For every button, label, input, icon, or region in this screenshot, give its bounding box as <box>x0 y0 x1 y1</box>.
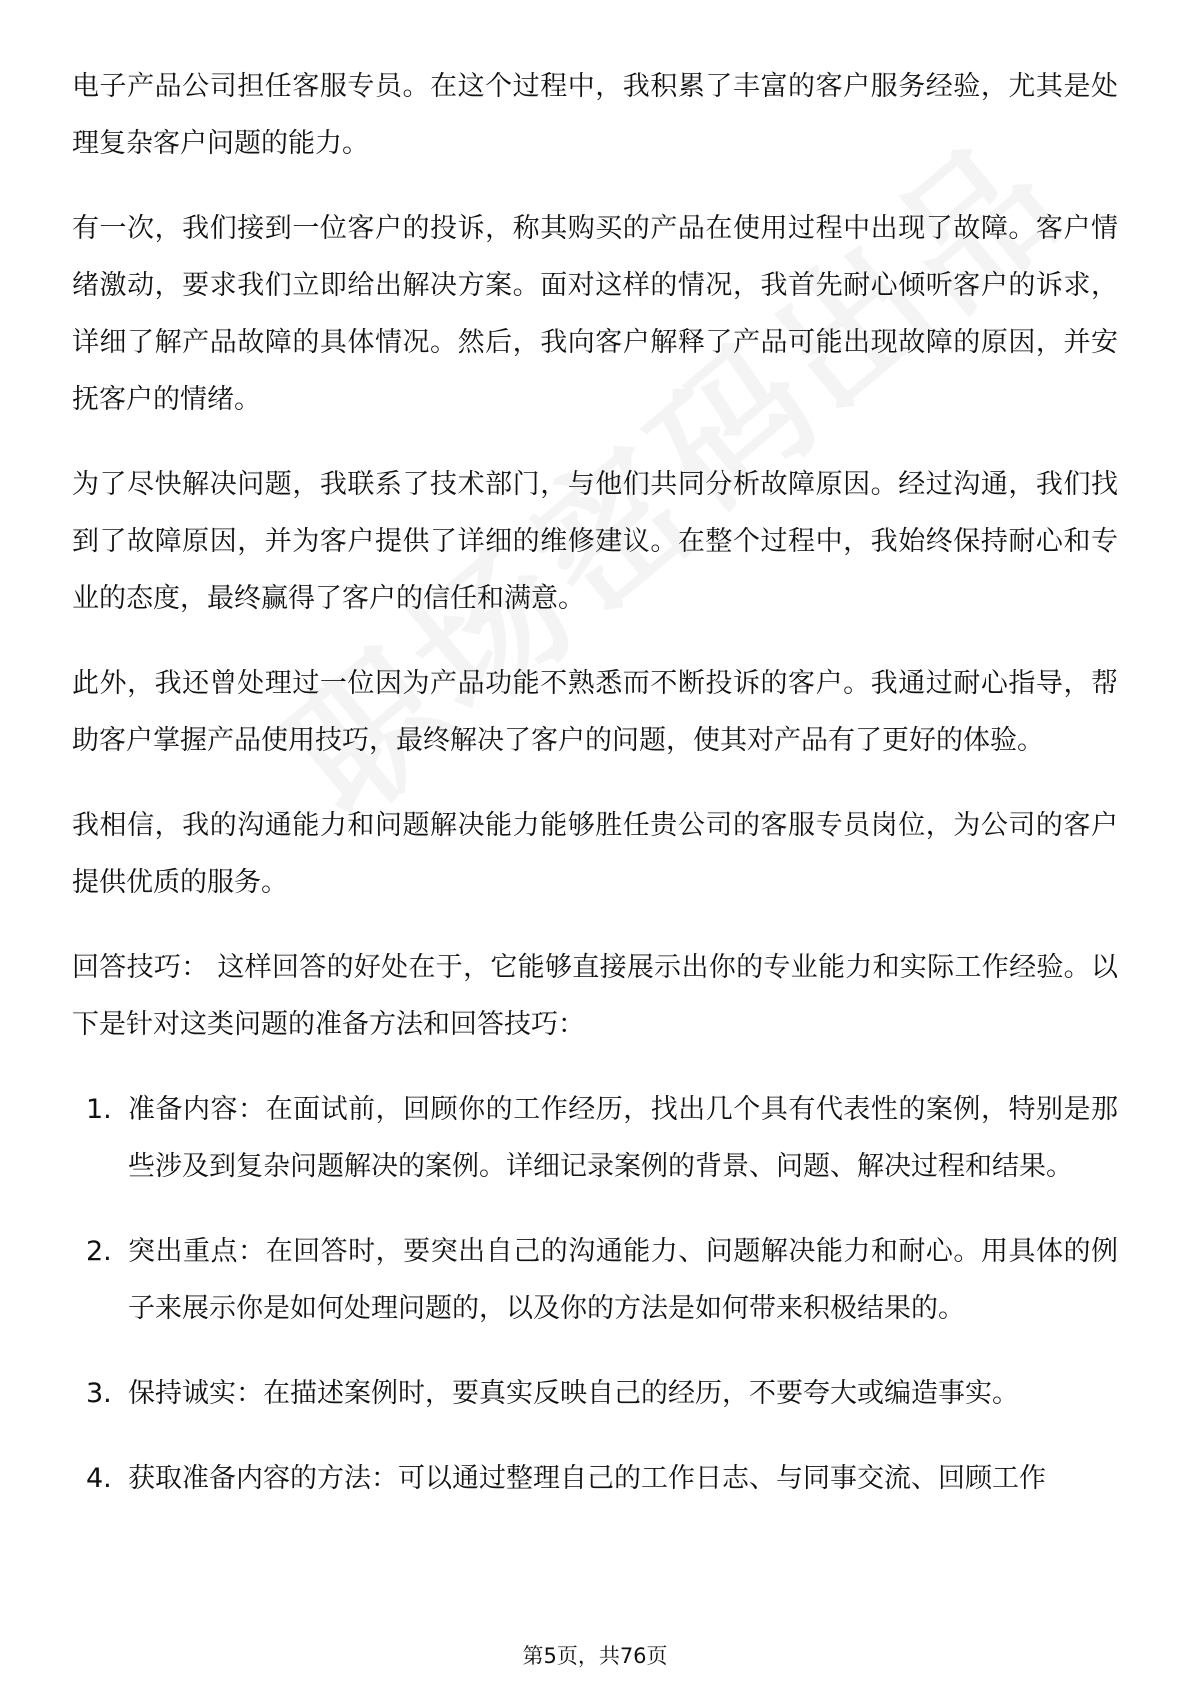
list-item <box>72 1450 1118 1507</box>
list-item <box>72 1223 1118 1337</box>
paragraph-5: 我相信，我的沟通能力和问题解决能力能够胜任贵公司的客服专员岗位，为公司的客户提供优质的服务。 <box>72 810 1118 898</box>
list-item-number: 3. <box>86 1378 112 1409</box>
page-content <box>72 58 1118 1535</box>
list-item-text: 获取准备内容的方法：可以通过整理自己的工作日志、与同事交流、回顾工作 <box>128 1463 1046 1494</box>
paragraph-3: 为了尽快解决问题，我联系了技术部门，与他们共同分析故障原因。经过沟通，我们找到了故障原因，并为客户提供了详细的维修建议。在整个过程中，我始终保持耐心和专业的态度，最终赢得了客户的信任和满意。 <box>72 469 1118 614</box>
paragraph-2: 有一次，我们接到一位客户的投诉，称其购买的产品在使用过程中出现了故障。客户情绪激动，要求我们立即给出解决方案。面对这样的情况，我首先耐心倾听客户的诉求，详细了解产品故障的具体情况。然后，我向客户解释了产品可能出现故障的原因，并安抚客户的情绪。 <box>72 213 1118 415</box>
tips-list <box>72 1081 1118 1507</box>
list-item-number: 1. <box>86 1094 112 1125</box>
list-item-text: 突出重点：在回答时，要突出自己的沟通能力、问题解决能力和耐心。用具体的例子来展示你是如何处理问题的，以及你的方法是如何带来积极结果的。 <box>128 1236 1118 1324</box>
paragraph-1: 电子产品公司担任客服专员。在这个过程中，我积累了丰富的客户服务经验，尤其是处理复杂客户问题的能力。 <box>72 71 1118 159</box>
paragraph-answer-tips: 回答技巧： 这样回答的好处在于，它能够直接展示出你的专业能力和实际工作经验。以下是针对这类问题的准备方法和回答技巧： <box>72 952 1118 1040</box>
page-number-footer: 第5页，共76页 <box>522 1644 668 1668</box>
list-item <box>72 1365 1118 1422</box>
list-item <box>72 1081 1118 1195</box>
list-item-text: 保持诚实：在描述案例时，要真实反映自己的经历，不要夸大或编造事实。 <box>128 1378 1019 1409</box>
list-item-number: 4. <box>86 1463 112 1494</box>
list-item-text: 准备内容：在面试前，回顾你的工作经历，找出几个具有代表性的案例，特别是那些涉及到复杂问题解决的案例。详细记录案例的背景、问题、解决过程和结果。 <box>128 1094 1118 1182</box>
list-item-number: 2. <box>86 1236 112 1267</box>
paragraph-4: 此外，我还曾处理过一位因为产品功能不熟悉而不断投诉的客户。我通过耐心指导，帮助客户掌握产品使用技巧，最终解决了客户的问题，使其对产品有了更好的体验。 <box>72 668 1118 756</box>
